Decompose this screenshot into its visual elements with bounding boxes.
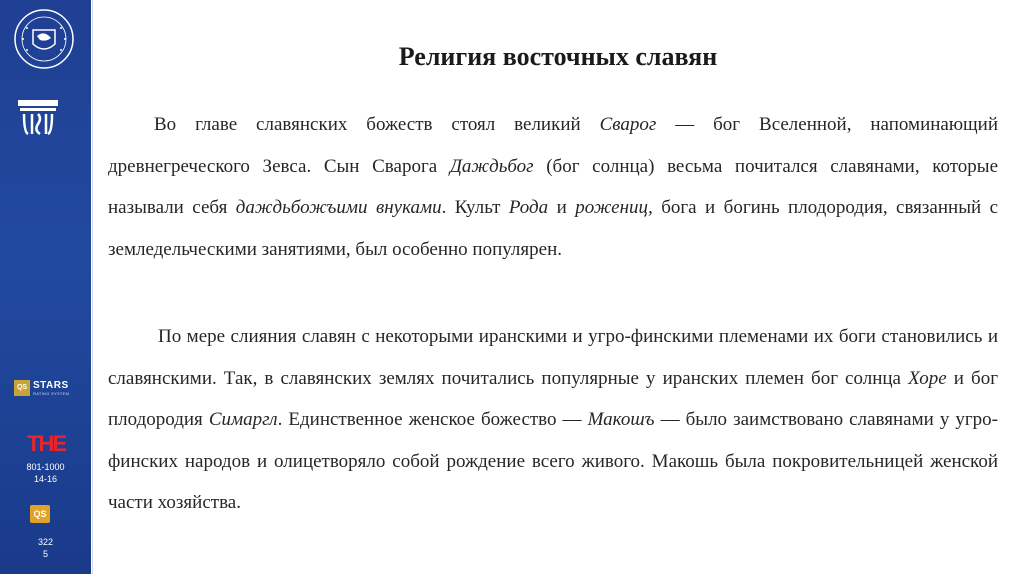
text-run: . Культ [441,197,509,219]
italic-term: Даждьбог [449,155,534,177]
text-run: и [548,197,576,219]
sidebar [0,0,91,574]
italic-term: Симаргл [208,409,278,431]
divider [92,0,93,574]
the-rank: 801-1000 [26,462,65,472]
qs-stars-subtitle: RATING SYSTEM [33,391,70,396]
paragraph-2 [108,316,998,524]
text-run: бога и богинь плодородия, связанный с земледельческими занятиями, был особенно популярен. [108,197,999,260]
text-run: . Единственное женское божество — [277,409,588,431]
italic-term: Рода [508,197,549,219]
text-run: (бог солнца) весьма почитался славянами, которые называли себя [108,155,999,219]
paragraph-1 [108,104,998,270]
italic-term: даждьбожъими внуками [235,197,442,219]
the-years: 14-16 [33,474,58,484]
qs-count: 5 [42,549,48,559]
qs-stars-word: STARS [33,380,69,391]
italic-term: Макошъ [587,409,655,431]
italic-term: рожениц, [575,197,653,219]
italic-term: Сварог [599,114,657,135]
text-run: — бог Вселенной, напоминающий древнегреческого Зевса. Сын Сварога [108,114,998,177]
slide-title: Религия восточных славян [398,42,718,71]
text-run: и бог плодородия [108,367,998,431]
qs-ranking-badge: QS [30,505,50,523]
qs-stars-box: QS [14,380,30,396]
text-run: По мере слияния славян с некоторыми иранскими и угро-финскими племенами их боги становились и славянскими. Так, в славянских землях почитались популярные у иранских племен бог солнца [108,326,998,389]
the-ranking-logo: THE [27,431,65,456]
italic-term: Хоре [908,367,947,389]
column-logo-icon [16,98,60,138]
qs-rank: 322 [37,537,54,547]
text-run: Во главе славянских божеств стоял великий [154,114,600,135]
text-run: — было заимствовано славянами у угро-финских народов и олицетворяло собой рождение всего живого. Макошь была покровительницей женской части хозяйства. [108,409,998,514]
qs-stars-badge [14,380,76,400]
university-emblem-icon [13,8,75,70]
